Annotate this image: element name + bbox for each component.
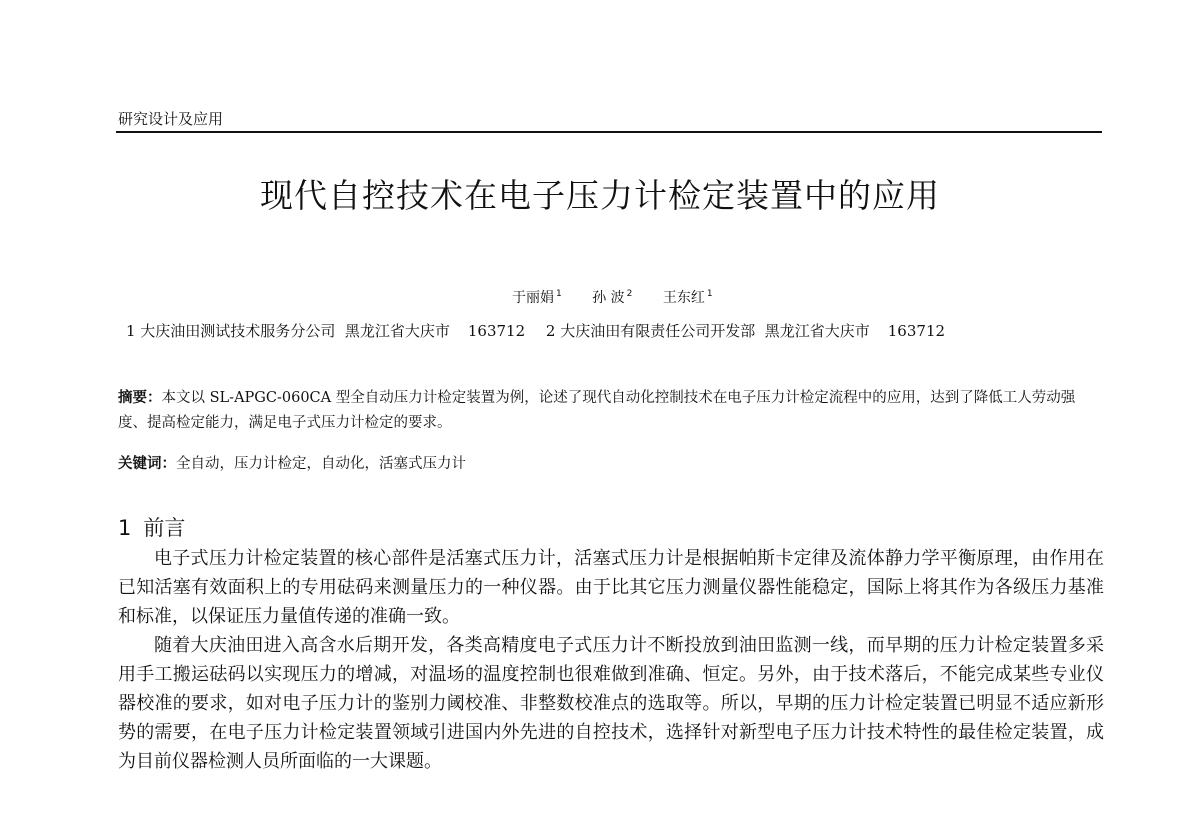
keywords [118, 452, 1104, 473]
keywords-text: 全自动，压力计检定，自动化，活塞式压力计 [176, 456, 466, 472]
header-rule [116, 131, 1102, 133]
section-number: 1 [118, 516, 132, 540]
affiliation-postcode: 163712 [887, 322, 946, 340]
paragraph: 电子式压力计检定装置的核心部件是活塞式压力计，活塞式压力计是根据帕斯卡定律及流体静力学平衡原理，由作用在已知活塞有效面积上的专用砝码来测量压力的一种仪器。由于比其它压力测量仪器性能稳定，国际上将其作为各级压力基准和标准，以保证压力量值传递的准确一致。 [118, 548, 1104, 627]
section-heading [118, 512, 185, 542]
abstract-text: 本文以 SL-APGC-060CA 型全自动压力计检定装置为例，论述了现代自动化控制技术在电子压力计检定流程中的应用，达到了降低工人劳动强度、提高检定能力，满足电子式压力计检定的要求。 [118, 390, 1076, 431]
affiliation-text: 2 大庆油田有限责任公司开发部 黑龙江省大庆市 [545, 322, 870, 340]
author-affiliation-mark: 2 [626, 289, 633, 300]
paragraph: 随着大庆油田进入高含水后期开发，各类高精度电子式压力计不断投放到油田监测一线，而早期的压力计检定装置多采用手工搬运砝码以实现压力的增减，对温场的温度控制也很难做到准确、恒定。另外，由于技术落后，不能完成某些专业仪器校准的要求，如对电子压力计的鉴别力阈校准、非整数校准点的选取等。所以，早期的压力计检定装置已明显不适应新形势的需要，在电子压力计检定装置领域引进国内外先进的自控技术，选择针对新型电子压力计技术特性的最佳检定装置，成为目前仪器检测人员所面临的一大课题。 [118, 635, 1104, 772]
body-text [118, 544, 1104, 776]
author-2 [592, 290, 632, 306]
abstract-label: 摘要： [118, 389, 162, 406]
author-affiliation-mark: 1 [706, 289, 713, 300]
affiliation-postcode: 163712 [467, 322, 526, 340]
author-affiliation-mark: 1 [556, 289, 562, 300]
affiliation-2 [546, 322, 945, 340]
section-title: 前言 [143, 516, 186, 540]
author-name: 于丽娟 [512, 290, 554, 306]
paper-title: 现代自控技术在电子压力计检定装置中的应用 [260, 176, 940, 215]
keywords-label: 关键词： [118, 455, 176, 472]
affiliation-1 [126, 322, 525, 340]
author-1 [512, 290, 562, 306]
affiliation-text: 1 大庆油田测试技术服务分公司 黑龙江省大庆市 [126, 322, 450, 340]
author-3 [663, 290, 713, 306]
author-name: 孙 波 [592, 290, 625, 306]
author-list [512, 287, 739, 307]
running-header: 研究设计及应用 [118, 110, 224, 128]
abstract [118, 385, 1104, 436]
affiliation-line [126, 320, 961, 341]
author-name: 王东红 [662, 290, 705, 306]
